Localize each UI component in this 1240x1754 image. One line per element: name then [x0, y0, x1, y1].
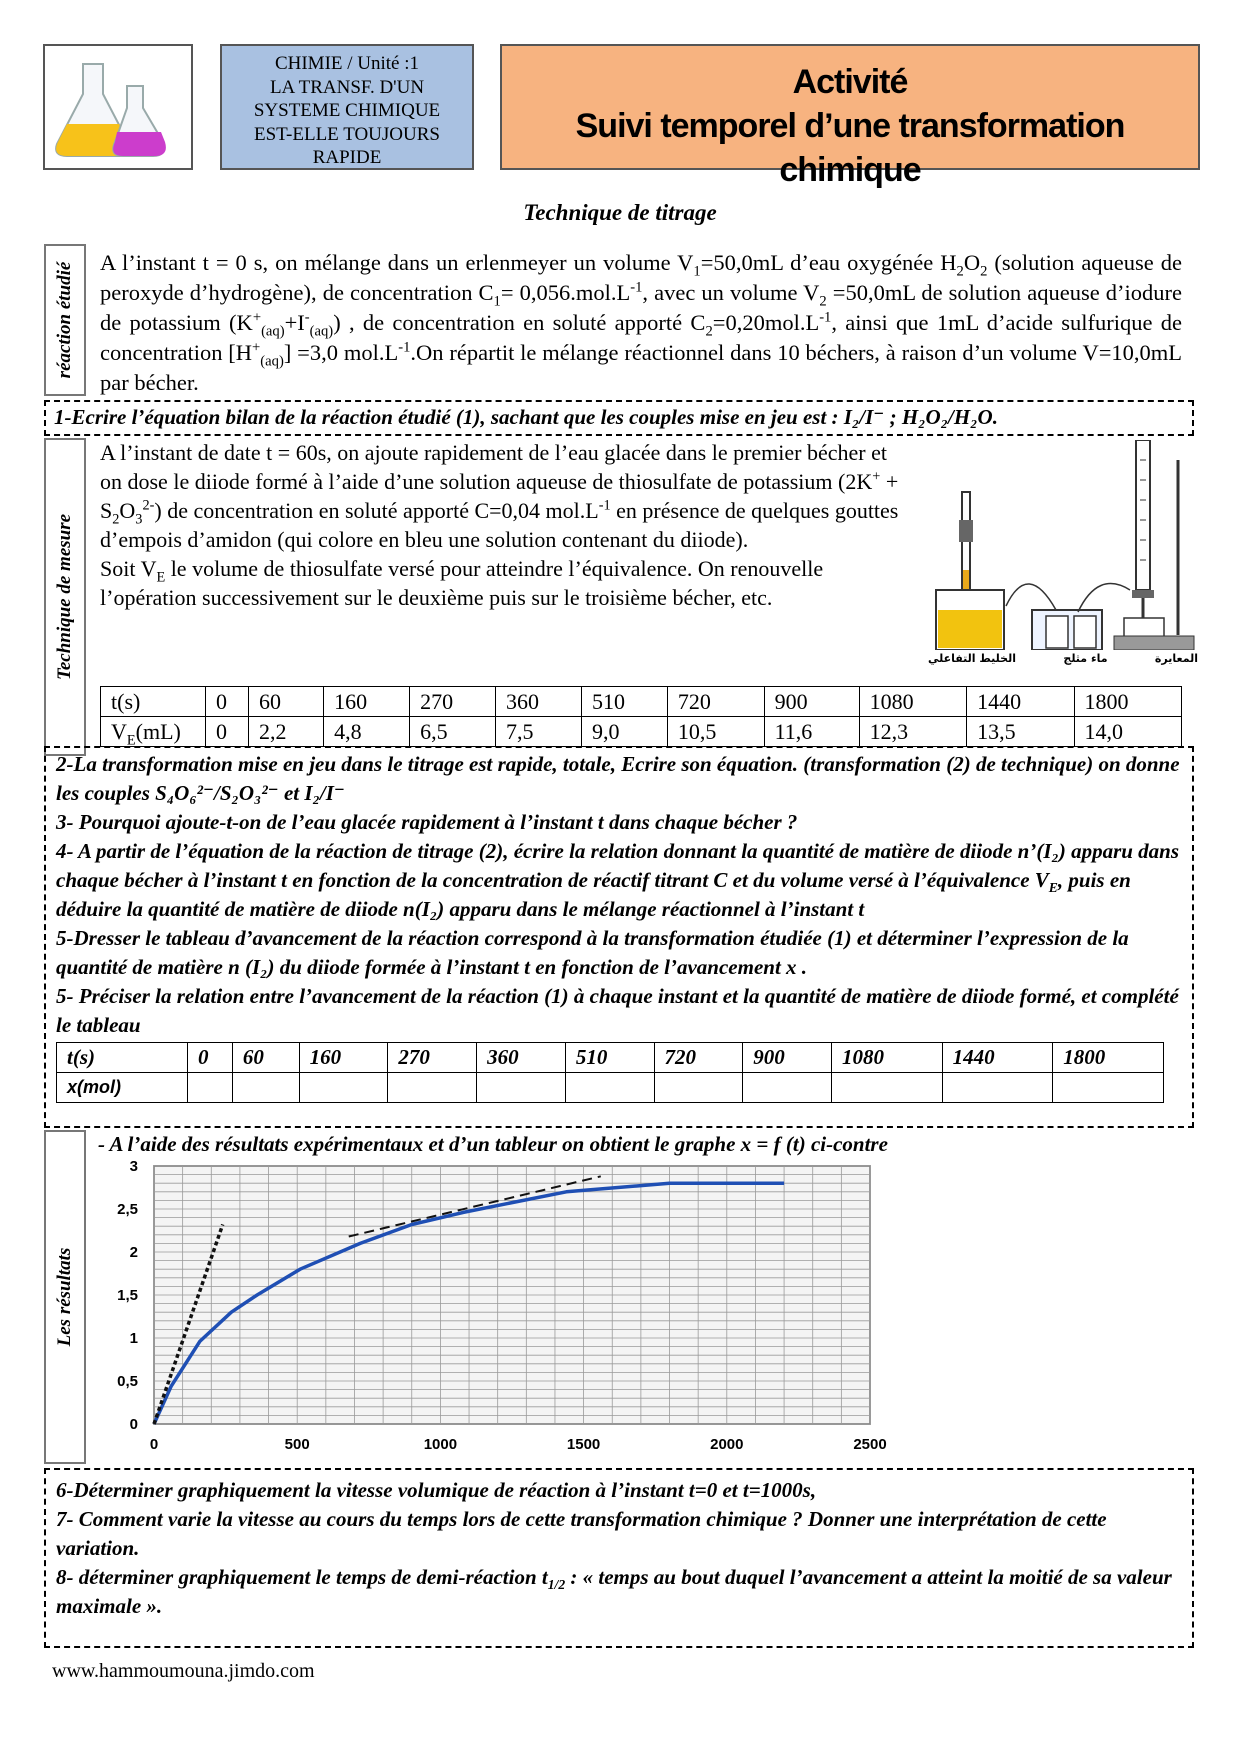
y-tick-label: 0 — [129, 1416, 138, 1433]
q-text: 4- A partir de l’équation de la réaction de titrage (2), écrire la relation donnant la quantité de matière de diiode n’(I₂) apparu dans chaque bécher à l’instant t en fonction de la concentration de réactif titrant C et du volume versé à l’équivalence V — [56, 839, 1180, 892]
tech-text: A l’instant de date t = 60s, on ajoute rapidement de l’eau glacée dans le premier bécher et on dose le diiode formé à l’aide d’une solution aqueuse de thiosulfate de potassium (2K — [100, 440, 887, 494]
table-cell: 360 — [477, 1043, 566, 1073]
sup: 2- — [142, 497, 155, 514]
y-tick-label: 3 — [129, 1158, 138, 1175]
apparatus-illustration — [928, 440, 1198, 682]
sub: E — [1048, 880, 1058, 896]
table-cell-empty[interactable] — [188, 1073, 233, 1103]
table-cell-empty[interactable] — [565, 1073, 654, 1103]
question-6: 6-Déterminer graphiquement la vitesse volumique de réaction à l’instant t=0 et t=1000s, — [56, 1478, 817, 1502]
question-8 — [56, 1563, 1182, 1621]
q1-text: 1-Ecrire l’équation bilan de la réaction étudié (1), sachant que les couples mise en jeu est : — [54, 405, 844, 429]
unit-line: CHIMIE / Unité :1 — [274, 53, 420, 74]
apparatus-labels — [928, 652, 1198, 665]
x-tick-label: 500 — [284, 1436, 310, 1453]
table-cell: 12,3 — [859, 717, 966, 747]
footer-url[interactable]: www.hammoumouna.jimdo.com — [52, 1660, 315, 1682]
y-tick-label: 1,5 — [117, 1287, 138, 1304]
side-label-resultats — [44, 1130, 86, 1464]
intro-text: , avec un volume V — [642, 280, 820, 305]
intro-text: =50,0mL de solution aqueuse d’iodure de potassium (K — [100, 280, 1183, 335]
question-4 — [56, 837, 1182, 924]
table-cell-empty[interactable] — [743, 1073, 832, 1103]
table-cell-empty[interactable] — [654, 1073, 743, 1103]
q-couple: I₂/I⁻ — [304, 781, 345, 805]
x-tick-label: 2500 — [853, 1436, 887, 1453]
q-text: 2-La transformation mise en jeu dans le titrage est rapide, totale, Ecrire son équation. (transformation (2) de technique) on donne les couples — [56, 752, 1180, 805]
x-tick-label: 1000 — [423, 1436, 458, 1453]
sub: 2 — [980, 263, 988, 280]
intro-text: O — [963, 250, 981, 275]
question-1 — [44, 400, 1194, 436]
intro-text: (solution aqueuse de peroxyde d’hydrogène), de concentration C — [100, 250, 1182, 305]
sup: - — [304, 309, 310, 326]
sub: 1 — [693, 263, 701, 280]
table-cell-empty[interactable] — [477, 1073, 566, 1103]
sub: 1 — [493, 293, 501, 310]
title-box — [500, 44, 1200, 189]
table-cell: 60 — [248, 687, 323, 717]
intro-text: ) , de concentration en soluté apporté C — [333, 310, 706, 335]
advancement-table — [56, 1042, 1164, 1103]
titration-apparatus-icon — [928, 440, 1198, 650]
sub: (aq) — [261, 323, 285, 340]
sub: E — [126, 731, 136, 748]
side-label-technique — [44, 438, 86, 756]
table-row — [101, 717, 1182, 747]
unit-line: EST-ELLE TOUJOURS — [254, 123, 440, 145]
q1-couple: I₂/I⁻ — [843, 405, 885, 429]
table-cell: 6,5 — [410, 717, 496, 747]
tech-text: + S — [100, 469, 899, 523]
title-line-1: Activité — [792, 63, 908, 101]
side-label-reaction — [44, 244, 86, 396]
x-tick-label: 1500 — [566, 1436, 601, 1453]
y-tick-label: 0,5 — [117, 1373, 138, 1390]
table-cell: 510 — [565, 1043, 654, 1073]
apparatus-label: ماء مثلج — [1063, 652, 1108, 665]
intro-text: ] =3,0 mol.L — [283, 340, 399, 365]
unit-line: SYSTEME CHIMIQUE — [253, 100, 441, 121]
tech-text: O — [119, 498, 136, 523]
table-cell: 9,0 — [581, 717, 667, 747]
question-3: 3- Pourquoi ajoute-t-on de l’eau glacée rapidement à l’instant t dans chaque bécher ? — [56, 810, 798, 834]
sup: + — [872, 468, 881, 485]
table-cell: 160 — [299, 1043, 388, 1073]
sup: -1 — [630, 279, 643, 296]
sup: -1 — [819, 309, 832, 326]
table-cell: 1440 — [942, 1043, 1053, 1073]
intro-text: =0,20mol.L — [712, 310, 820, 335]
sup: -1 — [398, 339, 411, 356]
tech-text: ) de concentration en soluté apporté C=0,04 mol.L — [154, 498, 599, 523]
unit-box — [220, 44, 474, 170]
table-cell: 270 — [410, 687, 496, 717]
table-cell: 7,5 — [496, 717, 582, 747]
head-text: V — [111, 718, 127, 744]
table-row — [101, 687, 1182, 717]
table-cell: 0 — [188, 1043, 233, 1073]
table-head — [101, 717, 206, 747]
table-cell: 720 — [654, 1043, 743, 1073]
table-row — [57, 1043, 1164, 1073]
table-cell: 14,0 — [1074, 717, 1181, 747]
intro-text: , ainsi que 1mL d’acide sulfurique de concentration [H — [100, 310, 1183, 365]
apparatus-label: المعايرة — [1154, 652, 1198, 665]
sub: E — [156, 569, 166, 586]
table-cell: 0 — [206, 687, 249, 717]
side-label-text: Les résultats — [54, 1247, 75, 1347]
y-tick-label: 2,5 — [117, 1201, 138, 1218]
intro-text: =50,0mL d’eau oxygénée H — [700, 250, 957, 275]
advancement-chart — [100, 1158, 920, 1458]
technique-paragraph — [100, 438, 910, 612]
q-text: et — [278, 781, 305, 805]
table-cell: 13,5 — [967, 717, 1074, 747]
table-cell: 720 — [667, 687, 764, 717]
sub: 1/2 — [547, 1577, 566, 1593]
table-cell: 510 — [581, 687, 667, 717]
table-cell-empty[interactable] — [232, 1073, 299, 1103]
intro-text: A l’instant t = 0 s, on mélange dans un erlenmeyer un volume V — [100, 250, 694, 275]
titration-table — [100, 686, 1182, 747]
flask-logo — [43, 44, 193, 170]
sub: (aq) — [309, 323, 334, 340]
question-2 — [56, 750, 1182, 808]
question-5b: 5- Préciser la relation entre l’avancement de la réaction (1) à chaque instant et la quantité de matière de diiode formé, et complété le tableau — [56, 984, 1179, 1037]
table-cell-empty[interactable] — [299, 1073, 388, 1103]
sup: + — [252, 339, 261, 356]
final-questions — [44, 1468, 1194, 1648]
table-row — [57, 1073, 1164, 1103]
sub: 3 — [135, 511, 143, 528]
intro-text: = 0,056.mol.L — [500, 280, 631, 305]
q-text: , puis en déduire la quantité de matière de diiode n(I₂) apparu dans le mélange réactionnel à l’instant t — [56, 868, 1131, 921]
table-cell-empty[interactable] — [831, 1073, 942, 1103]
table-head: t(s) — [101, 687, 206, 717]
sub: 2 — [819, 293, 827, 310]
questions-block — [44, 746, 1194, 1128]
table-cell: 4,8 — [324, 717, 410, 747]
table-cell: 1080 — [831, 1043, 942, 1073]
table-cell: 60 — [232, 1043, 299, 1073]
table-cell: 900 — [743, 1043, 832, 1073]
q-couple: S₄O₆²⁻/S₂O₃²⁻ — [155, 781, 279, 805]
side-label-text: réaction étudié — [54, 261, 75, 379]
table-cell: 360 — [496, 687, 582, 717]
sup: + — [252, 309, 262, 326]
table-cell: 10,5 — [667, 717, 764, 747]
intro-text: .On répartit le mélange réactionnel dans 10 béchers, à raison d’un volume V=10,0mL par bécher. — [100, 340, 1183, 395]
table-cell: 1080 — [859, 687, 966, 717]
intro-text: +I — [284, 310, 305, 335]
table-head: x(mol) — [57, 1073, 188, 1103]
tech-text: le volume de thiosulfate versé pour atteindre l’équivalence. On renouvelle l’opération successivement sur le deuxième puis sur le troisième bécher, etc. — [100, 556, 824, 610]
side-label-text: Technique de mesure — [54, 513, 75, 681]
q-text: : « temps au bout duquel l’avancement a atteint la moitié de sa valeur maximale ». — [56, 1565, 1172, 1618]
table-cell: 160 — [324, 687, 410, 717]
question-7: 7- Comment varie la vitesse au cours du temps lors de cette transformation chimique ? Donner une interprétation de cette variation. — [56, 1507, 1107, 1560]
table-cell: 1800 — [1053, 1043, 1164, 1073]
table-cell: 900 — [764, 687, 859, 717]
q1-end: . — [992, 405, 998, 429]
table-cell-empty[interactable] — [1053, 1073, 1164, 1103]
head-text: (mL) — [135, 718, 181, 744]
q1-couple: H₂O₂/H₂O — [901, 405, 993, 429]
table-cell-empty[interactable] — [388, 1073, 477, 1103]
table-cell: 1800 — [1074, 687, 1181, 717]
q-text: 8- déterminer graphiquement le temps de demi-réaction t — [56, 1565, 548, 1589]
table-cell: 0 — [206, 717, 249, 747]
sup: -1 — [598, 497, 611, 514]
question-5a: 5-Dresser le tableau d’avancement de la réaction correspond à la transformation étudiée (1) et déterminer l’expression de la quantité de matière n (I₂) du diiode formée à l’instant t en fonction de l’avancement x . — [56, 926, 1129, 979]
x-tick-label: 0 — [149, 1436, 159, 1453]
x-tick-label: 2000 — [710, 1436, 744, 1453]
results-caption: - A l’aide des résultats expérimentaux et d’un tableur on obtient le graphe x = f (t) ci-contre — [98, 1132, 888, 1156]
table-cell: 2,2 — [248, 717, 323, 747]
unit-line: LA TRANSF. D'UN — [269, 76, 425, 98]
sub: 2 — [112, 511, 120, 528]
page-subtitle: Technique de titrage — [523, 200, 717, 225]
title-line-2: Suivi temporel d’une transformation chimique — [575, 107, 1125, 189]
apparatus-label: الخليط التفاعلي — [928, 652, 1016, 665]
y-tick-label: 1 — [129, 1330, 138, 1347]
unit-line: RAPIDE — [312, 147, 382, 168]
flask-icon — [45, 46, 191, 168]
sub: (aq) — [260, 353, 284, 370]
y-tick-label: 2 — [129, 1244, 138, 1261]
table-head: t(s) — [57, 1043, 188, 1073]
table-cell: 11,6 — [764, 717, 859, 747]
q1-sep: ; — [884, 405, 902, 429]
tech-text: Soit V — [100, 556, 157, 581]
sub: 2 — [705, 323, 713, 340]
tech-text: en présence de quelques gouttes d’empois d’amidon (qui colore en bleu une solution contenant du diiode). — [100, 498, 899, 552]
intro-paragraph — [100, 248, 1182, 398]
sub: 2 — [956, 263, 964, 280]
table-cell: 1440 — [967, 687, 1074, 717]
table-cell: 270 — [388, 1043, 477, 1073]
table-cell-empty[interactable] — [942, 1073, 1053, 1103]
